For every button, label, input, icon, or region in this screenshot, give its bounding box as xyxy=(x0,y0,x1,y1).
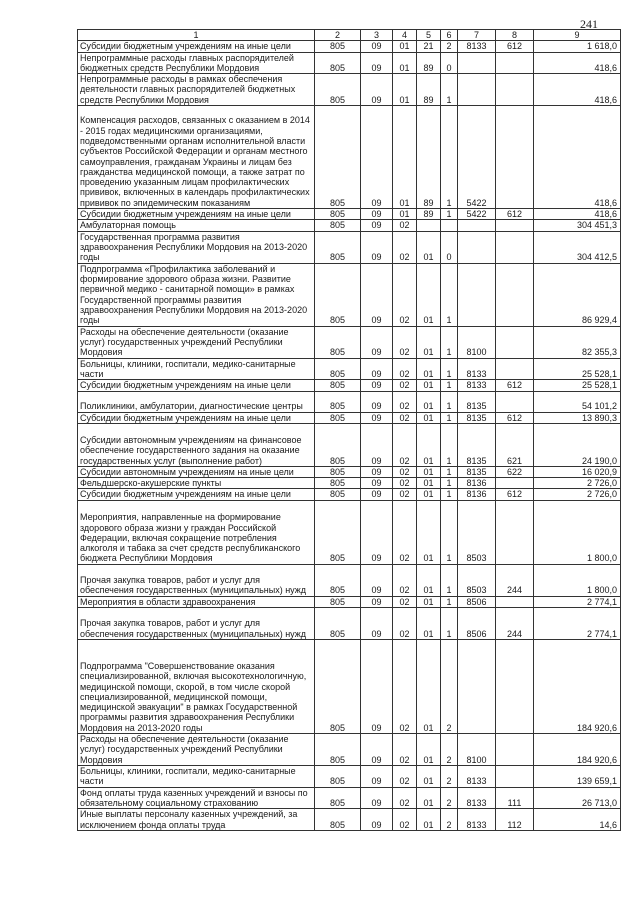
cell-code-section: 09 xyxy=(361,74,393,106)
row-name: Поликлиники, амбулатории, диагностические центры xyxy=(78,391,315,412)
cell-sum: 82 355,3 xyxy=(534,326,621,358)
cell-sum: 2 774,1 xyxy=(534,608,621,640)
cell-code-subsection: 02 xyxy=(393,734,417,766)
cell-code-subprogram: 1 xyxy=(441,326,458,358)
cell-code-program: 89 xyxy=(417,209,441,220)
cell-sum: 14,6 xyxy=(534,809,621,831)
cell-code-program: 01 xyxy=(417,809,441,831)
cell-sum: 86 929,4 xyxy=(534,263,621,326)
row-name: Мероприятия в области здравоохранения xyxy=(78,596,315,607)
cell-code-subprogram: 1 xyxy=(441,209,458,220)
row-name: Фонд оплаты труда казенных учреждений и взносы по обязательному социальному страхованию xyxy=(78,787,315,809)
cell-code-program: 01 xyxy=(417,564,441,596)
cell-code-ministry: 805 xyxy=(315,220,361,231)
column-header: 8 xyxy=(496,30,534,41)
cell-code-subsection: 02 xyxy=(393,263,417,326)
cell-sum: 418,6 xyxy=(534,74,621,106)
cell-code-target: 8133 xyxy=(458,766,496,788)
cell-code-section: 09 xyxy=(361,106,393,209)
row-name: Прочая закупка товаров, работ и услуг для обеспечения государственных (муниципальных) нужд xyxy=(78,564,315,596)
cell-code-target xyxy=(458,640,496,734)
cell-code-program: 01 xyxy=(417,358,441,380)
cell-code-subsection: 02 xyxy=(393,500,417,564)
cell-sum: 2 726,0 xyxy=(534,478,621,489)
cell-sum: 16 020,9 xyxy=(534,466,621,477)
cell-code-ministry: 805 xyxy=(315,766,361,788)
cell-code-section: 09 xyxy=(361,787,393,809)
cell-code-section: 09 xyxy=(361,52,393,74)
cell-code-subsection: 02 xyxy=(393,596,417,607)
cell-code-expense-type: 621 xyxy=(496,423,534,466)
cell-code-target: 8133 xyxy=(458,41,496,52)
cell-code-ministry: 805 xyxy=(315,478,361,489)
cell-code-subprogram: 1 xyxy=(441,423,458,466)
cell-code-subprogram: 1 xyxy=(441,380,458,391)
row-name: Субсидии бюджетным учреждениям на иные цели xyxy=(78,41,315,52)
row-name: Больницы, клиники, госпитали, медико-санитарные части xyxy=(78,358,315,380)
cell-code-expense-type: 612 xyxy=(496,41,534,52)
cell-code-subprogram: 1 xyxy=(441,489,458,500)
cell-code-ministry: 805 xyxy=(315,489,361,500)
cell-code-section: 09 xyxy=(361,466,393,477)
budget-table xyxy=(77,29,621,831)
cell-code-program: 01 xyxy=(417,423,441,466)
cell-code-ministry: 805 xyxy=(315,640,361,734)
cell-code-subsection: 02 xyxy=(393,380,417,391)
cell-code-subprogram: 1 xyxy=(441,500,458,564)
table-row xyxy=(78,358,621,380)
cell-code-section: 09 xyxy=(361,489,393,500)
column-header: 7 xyxy=(458,30,496,41)
row-name: Прочая закупка товаров, работ и услуг для обеспечения государственных (муниципальных) нужд xyxy=(78,608,315,640)
cell-code-section: 09 xyxy=(361,209,393,220)
cell-code-section: 09 xyxy=(361,734,393,766)
cell-code-program: 01 xyxy=(417,608,441,640)
cell-sum: 1 618,0 xyxy=(534,41,621,52)
cell-code-target: 8133 xyxy=(458,809,496,831)
cell-code-subprogram: 1 xyxy=(441,74,458,106)
cell-sum: 139 659,1 xyxy=(534,766,621,788)
cell-code-subsection: 02 xyxy=(393,489,417,500)
table-row xyxy=(78,106,621,209)
cell-code-program: 01 xyxy=(417,596,441,607)
cell-code-ministry: 805 xyxy=(315,74,361,106)
cell-code-subprogram: 1 xyxy=(441,564,458,596)
column-header: 1 xyxy=(78,30,315,41)
cell-sum: 184 920,6 xyxy=(534,734,621,766)
table-row xyxy=(78,766,621,788)
cell-code-ministry: 805 xyxy=(315,734,361,766)
cell-code-target: 8100 xyxy=(458,326,496,358)
cell-code-expense-type: 244 xyxy=(496,608,534,640)
cell-code-subprogram xyxy=(441,220,458,231)
cell-sum: 2 774,1 xyxy=(534,596,621,607)
cell-code-section: 09 xyxy=(361,608,393,640)
cell-code-program: 01 xyxy=(417,380,441,391)
table-row xyxy=(78,787,621,809)
cell-code-section: 09 xyxy=(361,478,393,489)
row-name: Субсидии бюджетным учреждениям на иные цели xyxy=(78,209,315,220)
cell-code-target: 5422 xyxy=(458,106,496,209)
cell-code-program xyxy=(417,220,441,231)
row-name: Компенсация расходов, связанных с оказанием в 2014 - 2015 годах медицинскими организациями, подведомственными органам исполнительной власти субъектов Российской Федерации и органам местного самоуправления, гражданам Украины и лицам без гражданства медицинской помощи, а также затрат по проведению указанным лицам профилактических прививок, включенных в календарь профилактических прививок по эпидемическим показаниям xyxy=(78,106,315,209)
cell-code-ministry: 805 xyxy=(315,466,361,477)
cell-code-ministry: 805 xyxy=(315,608,361,640)
cell-code-expense-type: 111 xyxy=(496,787,534,809)
cell-code-target xyxy=(458,263,496,326)
cell-code-section: 09 xyxy=(361,231,393,263)
cell-code-subsection: 01 xyxy=(393,41,417,52)
table-row xyxy=(78,74,621,106)
table-row xyxy=(78,489,621,500)
cell-code-subprogram: 2 xyxy=(441,640,458,734)
cell-code-subprogram: 2 xyxy=(441,809,458,831)
cell-code-target: 8133 xyxy=(458,358,496,380)
cell-code-target: 8503 xyxy=(458,500,496,564)
row-name: Государственная программа развития здравоохранения Республики Мордовия на 2013-2020 годы xyxy=(78,231,315,263)
cell-sum: 1 800,0 xyxy=(534,500,621,564)
table-row xyxy=(78,231,621,263)
cell-code-expense-type xyxy=(496,596,534,607)
cell-code-subsection: 02 xyxy=(393,231,417,263)
cell-code-expense-type xyxy=(496,766,534,788)
cell-code-target: 8133 xyxy=(458,787,496,809)
cell-code-expense-type xyxy=(496,358,534,380)
row-name: Подпрограмма "Совершенствование оказания специализированной, включая высокотехнологичную, медицинской помощи, скорой, в том числе скорой специализированной, медицинской помощи, медицинской эвакуации" в рамках Государственной программы развития здравоохранения Республики Мордовия на 2013-2020 годы xyxy=(78,640,315,734)
row-name: Субсидии бюджетным учреждениям на иные цели xyxy=(78,380,315,391)
cell-code-target: 8135 xyxy=(458,466,496,477)
cell-sum: 25 528,1 xyxy=(534,380,621,391)
cell-code-subsection: 01 xyxy=(393,52,417,74)
cell-code-target: 8503 xyxy=(458,564,496,596)
cell-code-expense-type xyxy=(496,326,534,358)
cell-code-subprogram: 1 xyxy=(441,478,458,489)
table-row xyxy=(78,596,621,607)
cell-code-subprogram: 1 xyxy=(441,466,458,477)
cell-code-program: 89 xyxy=(417,106,441,209)
cell-code-expense-type xyxy=(496,478,534,489)
cell-code-ministry: 805 xyxy=(315,500,361,564)
cell-code-expense-type xyxy=(496,231,534,263)
cell-code-expense-type: 612 xyxy=(496,489,534,500)
cell-sum: 304 451,3 xyxy=(534,220,621,231)
column-header: 3 xyxy=(361,30,393,41)
table-row xyxy=(78,478,621,489)
cell-code-target xyxy=(458,231,496,263)
cell-code-ministry: 805 xyxy=(315,412,361,423)
cell-code-section: 09 xyxy=(361,391,393,412)
cell-code-section: 09 xyxy=(361,412,393,423)
cell-code-program: 01 xyxy=(417,640,441,734)
cell-code-ministry: 805 xyxy=(315,358,361,380)
cell-code-ministry: 805 xyxy=(315,209,361,220)
column-header: 5 xyxy=(417,30,441,41)
row-name: Больницы, клиники, госпитали, медико-санитарные части xyxy=(78,766,315,788)
cell-code-section: 09 xyxy=(361,358,393,380)
cell-code-subsection: 02 xyxy=(393,766,417,788)
cell-sum: 418,6 xyxy=(534,106,621,209)
cell-code-subprogram: 2 xyxy=(441,41,458,52)
cell-code-target: 8136 xyxy=(458,489,496,500)
cell-code-program: 21 xyxy=(417,41,441,52)
row-name: Фельдшерско-акушерские пункты xyxy=(78,478,315,489)
cell-code-ministry: 805 xyxy=(315,423,361,466)
column-header: 4 xyxy=(393,30,417,41)
cell-code-ministry: 805 xyxy=(315,263,361,326)
cell-code-target: 8135 xyxy=(458,391,496,412)
table-row xyxy=(78,263,621,326)
cell-code-subprogram: 1 xyxy=(441,263,458,326)
cell-code-subsection: 01 xyxy=(393,74,417,106)
cell-code-subsection: 02 xyxy=(393,640,417,734)
cell-code-program: 89 xyxy=(417,52,441,74)
cell-code-target: 5422 xyxy=(458,209,496,220)
table-row xyxy=(78,640,621,734)
cell-code-ministry: 805 xyxy=(315,391,361,412)
cell-sum: 13 890,3 xyxy=(534,412,621,423)
cell-code-subsection: 01 xyxy=(393,209,417,220)
cell-code-target: 8135 xyxy=(458,423,496,466)
cell-code-target xyxy=(458,74,496,106)
row-name: Расходы на обеспечение деятельности (оказание услуг) государственных учреждений Республики Мордовия xyxy=(78,326,315,358)
cell-code-section: 09 xyxy=(361,423,393,466)
column-header: 2 xyxy=(315,30,361,41)
cell-code-subsection: 02 xyxy=(393,608,417,640)
cell-sum: 54 101,2 xyxy=(534,391,621,412)
cell-code-program: 01 xyxy=(417,787,441,809)
cell-sum: 2 726,0 xyxy=(534,489,621,500)
table-row xyxy=(78,209,621,220)
row-name: Расходы на обеспечение деятельности (оказание услуг) государственных учреждений Республики Мордовия xyxy=(78,734,315,766)
cell-code-section: 09 xyxy=(361,596,393,607)
table-row xyxy=(78,500,621,564)
cell-code-section: 09 xyxy=(361,766,393,788)
cell-code-ministry: 805 xyxy=(315,41,361,52)
cell-code-subprogram: 1 xyxy=(441,596,458,607)
cell-sum: 1 800,0 xyxy=(534,564,621,596)
row-name: Субсидии бюджетным учреждениям на иные цели xyxy=(78,489,315,500)
table-row xyxy=(78,466,621,477)
cell-sum: 304 412,5 xyxy=(534,231,621,263)
row-name: Субсидии автономным учреждениям на финансовое обеспечение государственного задания на оказание государственных услуг (выполнение работ) xyxy=(78,423,315,466)
table-row xyxy=(78,423,621,466)
cell-code-subprogram: 2 xyxy=(441,734,458,766)
cell-code-subsection: 02 xyxy=(393,358,417,380)
column-header: 9 xyxy=(534,30,621,41)
cell-code-section: 09 xyxy=(361,263,393,326)
cell-code-subsection: 02 xyxy=(393,809,417,831)
cell-code-target: 8136 xyxy=(458,478,496,489)
cell-code-ministry: 805 xyxy=(315,809,361,831)
table-row xyxy=(78,220,621,231)
cell-code-subsection: 01 xyxy=(393,106,417,209)
cell-sum: 26 713,0 xyxy=(534,787,621,809)
cell-code-expense-type xyxy=(496,500,534,564)
cell-code-ministry: 805 xyxy=(315,52,361,74)
cell-code-program: 01 xyxy=(417,478,441,489)
cell-code-expense-type xyxy=(496,391,534,412)
table-row xyxy=(78,564,621,596)
page-number: 241 xyxy=(580,17,598,31)
cell-code-section: 09 xyxy=(361,220,393,231)
cell-code-section: 09 xyxy=(361,564,393,596)
cell-code-expense-type xyxy=(496,734,534,766)
cell-code-program: 01 xyxy=(417,500,441,564)
row-name: Непрограммные расходы главных распорядителей бюджетных средств Республики Мордовия xyxy=(78,52,315,74)
row-name: Непрограммные расходы в рамках обеспечения деятельности главных распорядителей бюджетных средств Республики Мордовия xyxy=(78,74,315,106)
cell-code-expense-type: 112 xyxy=(496,809,534,831)
cell-sum: 184 920,6 xyxy=(534,640,621,734)
table-row xyxy=(78,52,621,74)
cell-code-expense-type xyxy=(496,263,534,326)
cell-code-program: 01 xyxy=(417,489,441,500)
cell-code-subsection: 02 xyxy=(393,391,417,412)
cell-code-ministry: 805 xyxy=(315,564,361,596)
row-name: Субсидии бюджетным учреждениям на иные цели xyxy=(78,412,315,423)
cell-code-program: 01 xyxy=(417,412,441,423)
cell-code-subsection: 02 xyxy=(393,220,417,231)
cell-code-target: 8506 xyxy=(458,596,496,607)
table-row xyxy=(78,391,621,412)
row-name: Мероприятия, направленные на формирование здорового образа жизни у граждан Российской Федерации, включая сокращение потребления алкоголя и табака за счет средств республиканского бюджета Республики Мордовия xyxy=(78,500,315,564)
cell-code-program: 01 xyxy=(417,326,441,358)
cell-sum: 25 528,1 xyxy=(534,358,621,380)
cell-code-section: 09 xyxy=(361,41,393,52)
row-name: Субсидии автономным учреждениям на иные цели xyxy=(78,466,315,477)
cell-code-program: 01 xyxy=(417,734,441,766)
cell-code-subprogram: 0 xyxy=(441,52,458,74)
cell-code-target xyxy=(458,52,496,74)
cell-code-expense-type xyxy=(496,52,534,74)
table-row xyxy=(78,809,621,831)
cell-code-program: 01 xyxy=(417,466,441,477)
cell-code-program: 89 xyxy=(417,74,441,106)
cell-code-target: 8133 xyxy=(458,380,496,391)
cell-sum: 418,6 xyxy=(534,52,621,74)
row-name: Подпрограмма «Профилактика заболеваний и формирование здорового образа жизни. Развитие первичной медико - санитарной помощи» в рамках Государственной программы развития здравоохранения Республики Мордовия на 2013-2020 годы xyxy=(78,263,315,326)
cell-code-ministry: 805 xyxy=(315,231,361,263)
cell-code-program: 01 xyxy=(417,766,441,788)
cell-sum: 418,6 xyxy=(534,209,621,220)
cell-code-subprogram: 2 xyxy=(441,766,458,788)
cell-code-program: 01 xyxy=(417,231,441,263)
cell-sum: 24 190,0 xyxy=(534,423,621,466)
cell-code-subprogram: 1 xyxy=(441,106,458,209)
cell-code-ministry: 805 xyxy=(315,380,361,391)
cell-code-subprogram: 2 xyxy=(441,787,458,809)
header-row xyxy=(78,30,621,41)
cell-code-target: 8506 xyxy=(458,608,496,640)
table-row xyxy=(78,734,621,766)
cell-code-subsection: 02 xyxy=(393,478,417,489)
row-name: Амбулаторная помощь xyxy=(78,220,315,231)
table-row xyxy=(78,41,621,52)
row-name: Иные выплаты персоналу казенных учреждений, за исключением фонда оплаты труда xyxy=(78,809,315,831)
cell-code-section: 09 xyxy=(361,326,393,358)
cell-code-expense-type: 612 xyxy=(496,412,534,423)
cell-code-subsection: 02 xyxy=(393,423,417,466)
cell-code-target xyxy=(458,220,496,231)
cell-code-section: 09 xyxy=(361,500,393,564)
cell-code-subprogram: 1 xyxy=(441,608,458,640)
cell-code-subprogram: 1 xyxy=(441,358,458,380)
cell-code-subprogram: 0 xyxy=(441,231,458,263)
cell-code-subsection: 02 xyxy=(393,412,417,423)
cell-code-expense-type xyxy=(496,220,534,231)
cell-code-expense-type: 612 xyxy=(496,380,534,391)
cell-code-subprogram: 1 xyxy=(441,391,458,412)
cell-code-subsection: 02 xyxy=(393,564,417,596)
cell-code-expense-type: 244 xyxy=(496,564,534,596)
cell-code-section: 09 xyxy=(361,380,393,391)
cell-code-ministry: 805 xyxy=(315,326,361,358)
cell-code-ministry: 805 xyxy=(315,787,361,809)
cell-code-ministry: 805 xyxy=(315,596,361,607)
cell-code-expense-type: 612 xyxy=(496,209,534,220)
cell-code-target: 8135 xyxy=(458,412,496,423)
table-row xyxy=(78,412,621,423)
cell-code-expense-type xyxy=(496,640,534,734)
cell-code-subsection: 02 xyxy=(393,466,417,477)
cell-code-subsection: 02 xyxy=(393,326,417,358)
cell-code-target: 8100 xyxy=(458,734,496,766)
column-header: 6 xyxy=(441,30,458,41)
cell-code-subsection: 02 xyxy=(393,787,417,809)
cell-code-section: 09 xyxy=(361,640,393,734)
table-row xyxy=(78,380,621,391)
cell-code-expense-type xyxy=(496,106,534,209)
cell-code-expense-type: 622 xyxy=(496,466,534,477)
cell-code-ministry: 805 xyxy=(315,106,361,209)
table-row xyxy=(78,608,621,640)
cell-code-section: 09 xyxy=(361,809,393,831)
cell-code-program: 01 xyxy=(417,263,441,326)
cell-code-expense-type xyxy=(496,74,534,106)
table-row xyxy=(78,326,621,358)
cell-code-subprogram: 1 xyxy=(441,412,458,423)
cell-code-program: 01 xyxy=(417,391,441,412)
